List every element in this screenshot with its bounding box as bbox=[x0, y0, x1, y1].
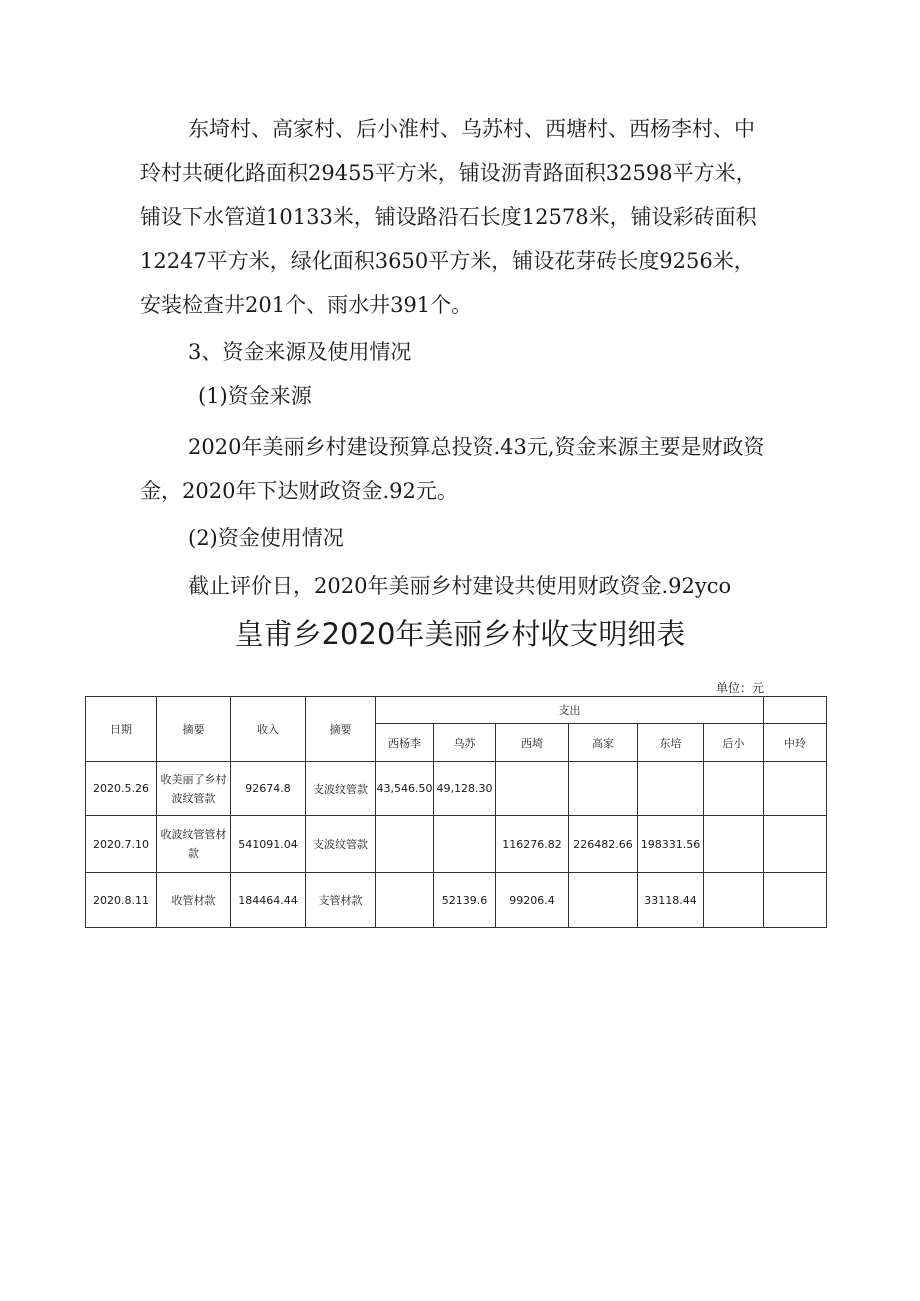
header-summary-income: 摘要 bbox=[157, 697, 231, 762]
cell-income: 92674.8 bbox=[231, 762, 306, 816]
cell-expense bbox=[376, 816, 434, 873]
cell-expense: 99206.4 bbox=[496, 873, 569, 928]
cell-expense: 226482.66 bbox=[569, 816, 638, 873]
cell-expense bbox=[496, 762, 569, 816]
cell-expense bbox=[764, 873, 827, 928]
table-unit-label: 单位：元 bbox=[716, 681, 765, 695]
subheading-fund-source: (1)资金来源 bbox=[198, 384, 312, 408]
cell-date: 2020.7.10 bbox=[86, 816, 157, 873]
cell-expense: 33118.44 bbox=[638, 873, 704, 928]
header-village: 乌苏 bbox=[434, 724, 496, 762]
cell-expense: 49,128.30 bbox=[434, 762, 496, 816]
header-village: 高家 bbox=[569, 724, 638, 762]
header-village: 西埼 bbox=[496, 724, 569, 762]
header-summary-expense: 摘要 bbox=[306, 697, 376, 762]
header-village: 中玲 bbox=[764, 724, 827, 762]
cell-expense bbox=[569, 873, 638, 928]
cell-date: 2020.5.26 bbox=[86, 762, 157, 816]
header-income: 收入 bbox=[231, 697, 306, 762]
cell-summary-income: 收波纹管管材款 bbox=[157, 816, 231, 873]
cell-expense: 43,546.50 bbox=[376, 762, 434, 816]
paragraph-fund-source bbox=[140, 425, 830, 513]
cell-summary-expense: 支波纹管款 bbox=[306, 762, 376, 816]
cell-expense: 116276.82 bbox=[496, 816, 569, 873]
header-date: 日期 bbox=[86, 697, 157, 762]
cell-expense bbox=[376, 873, 434, 928]
header-blank bbox=[764, 697, 827, 724]
header-expense: 支出 bbox=[376, 697, 764, 724]
cell-expense bbox=[764, 816, 827, 873]
cell-summary-expense: 支管材款 bbox=[306, 873, 376, 928]
paragraph-line: 金，2020年下达财政资金.92元。 bbox=[140, 479, 458, 503]
cell-expense: 198331.56 bbox=[638, 816, 704, 873]
paragraph-line: 铺设下水管道10133米，铺设路沿石长度12578米，铺设彩砖面积 bbox=[140, 205, 757, 229]
section-heading-funding: 3、资金来源及使用情况 bbox=[188, 340, 412, 364]
cell-income: 184464.44 bbox=[231, 873, 306, 928]
cell-expense bbox=[704, 873, 764, 928]
cell-expense bbox=[638, 762, 704, 816]
paragraph-line: 2020年美丽乡村建设预算总投资.43元,资金来源主要是财政资 bbox=[188, 435, 765, 459]
header-village: 后小 bbox=[704, 724, 764, 762]
table-title: 皇甫乡2020年美丽乡村收支明细表 bbox=[234, 617, 686, 651]
cell-expense bbox=[569, 762, 638, 816]
cell-date: 2020.8.11 bbox=[86, 873, 157, 928]
table-row bbox=[86, 873, 827, 928]
cell-income: 541091.04 bbox=[231, 816, 306, 873]
paragraph-line: 玲村共硬化路面积29455平方米，铺设沥青路面积32598平方米， bbox=[140, 161, 757, 185]
table-row bbox=[86, 762, 827, 816]
cell-expense bbox=[704, 816, 764, 873]
paragraph-fund-usage: 截止评价日，2020年美丽乡村建设共使用财政资金.92yco bbox=[188, 574, 732, 598]
cell-summary-income: 收管材款 bbox=[157, 873, 231, 928]
cell-expense bbox=[434, 816, 496, 873]
paragraph-line: 东埼村、高家村、后小淮村、乌苏村、西塘村、西杨李村、中 bbox=[188, 117, 755, 141]
subheading-fund-usage: (2)资金使用情况 bbox=[188, 526, 344, 550]
paragraph-line: 安装检查井201个、雨水井391个。 bbox=[140, 293, 473, 317]
header-village: 东培 bbox=[638, 724, 704, 762]
table-row bbox=[86, 816, 827, 873]
cell-expense: 52139.6 bbox=[434, 873, 496, 928]
cell-summary-expense: 支波纹管款 bbox=[306, 816, 376, 873]
header-village: 西杨李 bbox=[376, 724, 434, 762]
cell-expense bbox=[764, 762, 827, 816]
income-expense-table bbox=[85, 696, 827, 928]
paragraph-line: 12247平方米，绿化面积3650平方米，铺设花芽砖长度9256米， bbox=[140, 249, 755, 273]
paragraph-construction-summary bbox=[140, 107, 830, 327]
cell-summary-income: 收美丽了乡村波纹管款 bbox=[157, 762, 231, 816]
cell-expense bbox=[704, 762, 764, 816]
